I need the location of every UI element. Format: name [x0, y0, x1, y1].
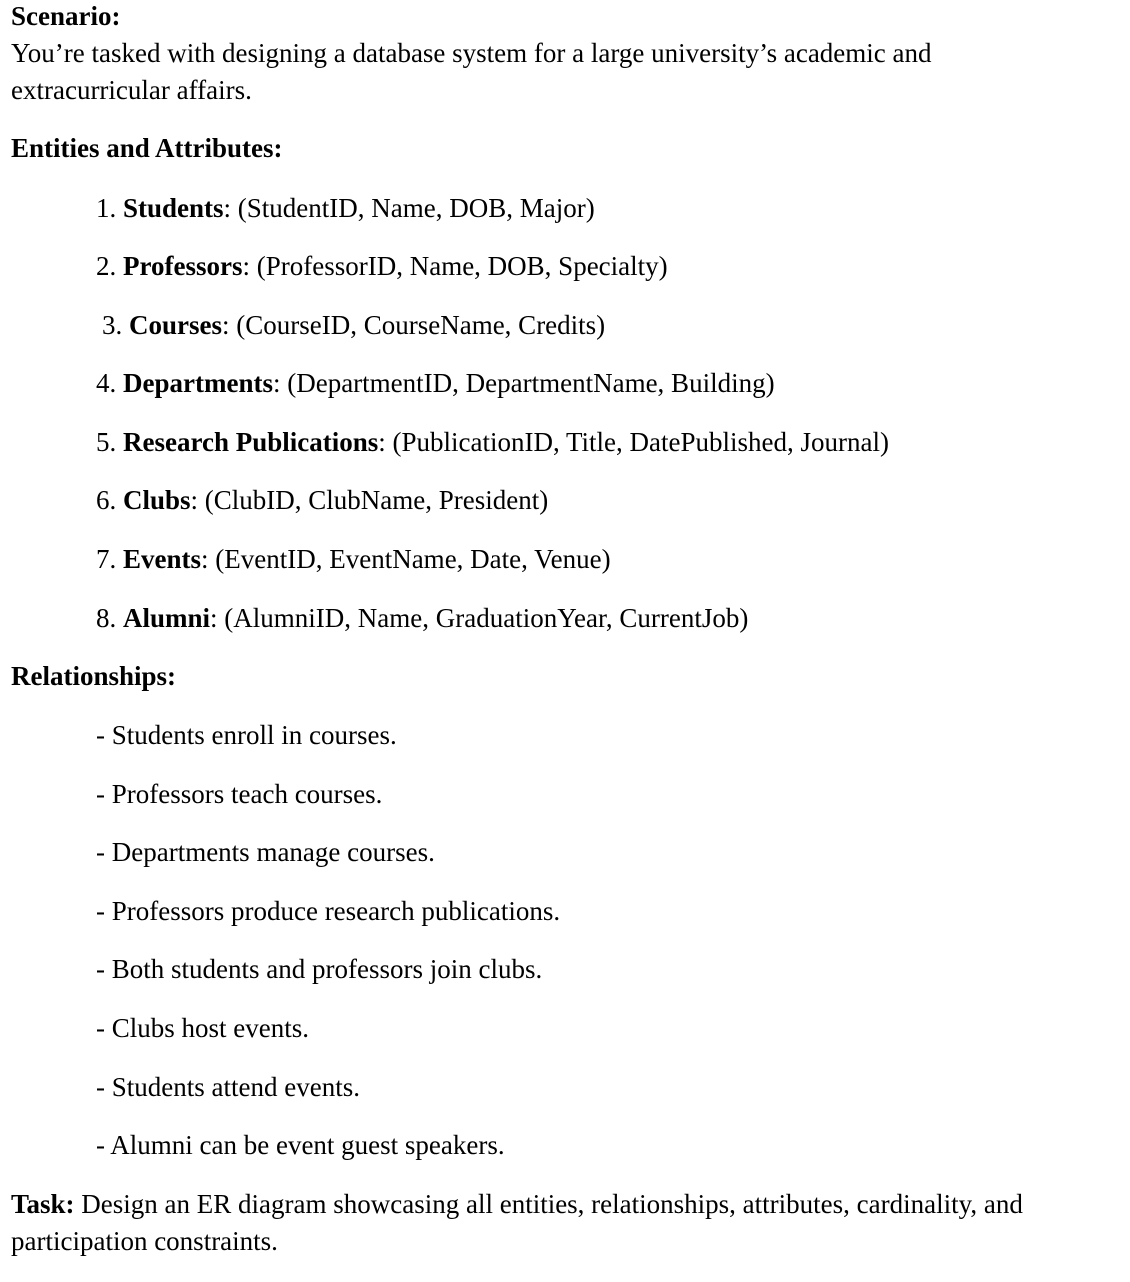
entity-number: 8.	[96, 603, 117, 633]
entity-number: 2.	[96, 251, 117, 281]
task-paragraph	[11, 1186, 1090, 1260]
entity-number: 3.	[102, 310, 123, 340]
entity-name: Departments	[123, 368, 273, 398]
relationship-item: - Professors produce research publications.	[96, 896, 561, 926]
entity-item	[96, 541, 611, 578]
task-text: Design an ER diagram showcasing all entities, relationships, attributes, cardinality, and participation constraints.	[11, 1189, 1023, 1256]
relationship-item: - Alumni can be event guest speakers.	[96, 1130, 505, 1160]
entity-attributes: : (CourseID, CourseName, Credits)	[222, 310, 606, 340]
entity-attributes: : (PublicationID, Title, DatePublished, Journal)	[378, 427, 889, 457]
task-label: Task:	[11, 1189, 75, 1219]
entity-item	[96, 190, 595, 227]
entity-attributes: : (ClubID, ClubName, President)	[190, 485, 549, 515]
relationship-item: - Professors teach courses.	[96, 779, 383, 809]
entity-number: 1.	[96, 193, 117, 223]
entity-attributes: : (EventID, EventName, Date, Venue)	[201, 544, 611, 574]
entity-number: 5.	[96, 427, 117, 457]
relationship-item: - Departments manage courses.	[96, 837, 435, 867]
entity-item	[96, 424, 889, 461]
entity-attributes: : (StudentID, Name, DOB, Major)	[223, 193, 595, 223]
entities-heading: Entities and Attributes:	[11, 133, 283, 163]
entity-item	[96, 365, 775, 402]
scenario-text: You’re tasked with designing a database system for a large university’s academic and extracurricular affairs.	[11, 38, 932, 105]
entity-attributes: : (DepartmentID, DepartmentName, Building)	[272, 368, 775, 398]
relationship-item: - Students enroll in courses.	[96, 720, 397, 750]
entity-name: Professors	[123, 251, 243, 281]
entity-item	[96, 482, 548, 519]
entity-name: Events	[123, 544, 202, 574]
entity-item	[96, 248, 668, 285]
entity-name: Courses	[129, 310, 222, 340]
entity-name: Alumni	[123, 603, 211, 633]
entity-attributes: : (ProfessorID, Name, DOB, Specialty)	[242, 251, 668, 281]
entity-number: 7.	[96, 544, 117, 574]
relationships-heading: Relationships:	[11, 661, 177, 691]
relationship-item: - Students attend events.	[96, 1072, 360, 1102]
entity-number: 4.	[96, 368, 117, 398]
entity-item	[96, 600, 748, 637]
entity-item	[102, 307, 605, 344]
entity-name: Research Publications	[123, 427, 379, 457]
entity-name: Students	[123, 193, 224, 223]
entity-number: 6.	[96, 485, 117, 515]
relationship-item: - Clubs host events.	[96, 1013, 309, 1043]
entity-attributes: : (AlumniID, Name, GraduationYear, CurrentJob)	[210, 603, 749, 633]
scenario-heading: Scenario:	[11, 1, 121, 31]
relationship-item: - Both students and professors join clubs.	[96, 954, 543, 984]
entity-name: Clubs	[123, 485, 191, 515]
